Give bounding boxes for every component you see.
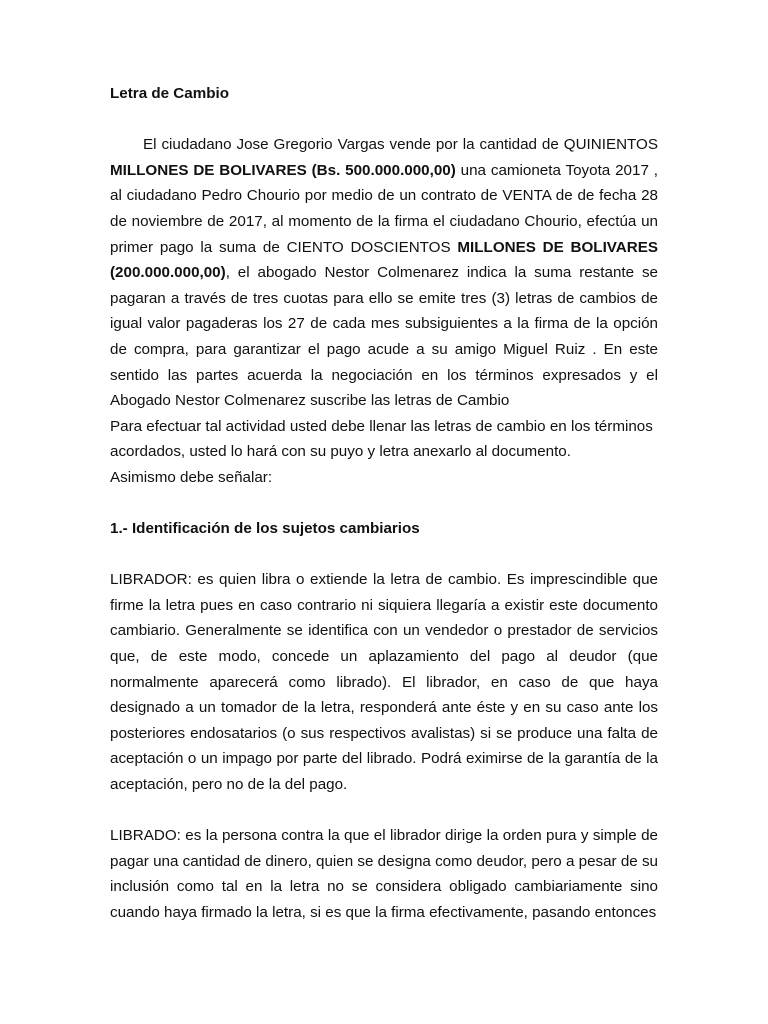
intro-text-d: , el abogado Nestor Colmenarez indica la suma restante se pagaran a través de tres cuotas para ello se emite tres (3) letras de cambios de igual valor pagaderas los 27 de cada mes subsiguientes a la firma de la opción de compra, para garantizar el pago acude a su amigo Miguel Ruiz . En este sentido las partes acuerda la negociación en los términos expresados y el Abogado Nestor Colmenarez suscribe las letras de Cambio <box>110 264 658 410</box>
spacer <box>110 491 658 517</box>
paragraph-intro <box>110 132 658 414</box>
paragraph-asimismo: Asimismo debe señalar: <box>110 468 273 486</box>
spacer <box>110 798 658 824</box>
intro-text-a: El ciudadano Jose Gregorio Vargas vende por la cantidad de QUINIENTOS <box>143 136 658 154</box>
intro-amount-first-payment: MILLONES DE BOLIVARES (200.000.000,00) <box>110 238 658 282</box>
document-body <box>110 81 658 926</box>
intro-amount-total: MILLONES DE BOLIVARES (Bs. 500.000.000,00) <box>110 161 456 179</box>
spacer <box>110 542 658 568</box>
paragraph-librador: LIBRADOR: es quien libra o extiende la letra de cambio. Es imprescindible que firme la letra pues en caso contrario ni siquiera llegaría a existir este documento cambiario. Generalmente se identifica con un vendedor o prestador de servicios que, de este modo, concede un aplazamiento del pago al deudor (que normalmente aparecerá como librado). El librador, en caso de que haya designado a un tomador de la letra, responderá ante éste y en su caso ante los posteriores endosatarios (o sus respectivos avalistas) si se produce una falta de aceptación o un impago por parte del librado. Podrá eximirse de la garantía de la aceptación, pero no de la del pago. <box>110 571 658 794</box>
intro-text-c: una camioneta Toyota 2017 , al ciudadano Pedro Chourio por medio de un contrato de VENTA de de fecha 28 de noviembre de 2017, al momento de la firma el ciudadano Chourio, efectúa un primer pago la suma de CIENTO DOSCIENTOS <box>110 161 658 256</box>
paragraph-librado: LIBRADO: es la persona contra la que el librador dirige la orden pura y simple de pagar una cantidad de dinero, quien se designa como deudor, pero a pesar de su inclusión como tal en la letra no se considera obligado cambiariamente sino cuando haya firmado la letra, si es que la firma efectivamente, pasando entonces <box>110 827 658 921</box>
section-title-sujetos: 1.- Identificación de los sujetos cambiarios <box>110 520 420 538</box>
document-title: Letra de Cambio <box>110 85 229 102</box>
paragraph-instructions: Para efectuar tal actividad usted debe llenar las letras de cambio en los términos acordados, usted lo hará con su puyo y letra anexarlo al documento. <box>110 417 653 461</box>
spacer <box>110 107 658 133</box>
